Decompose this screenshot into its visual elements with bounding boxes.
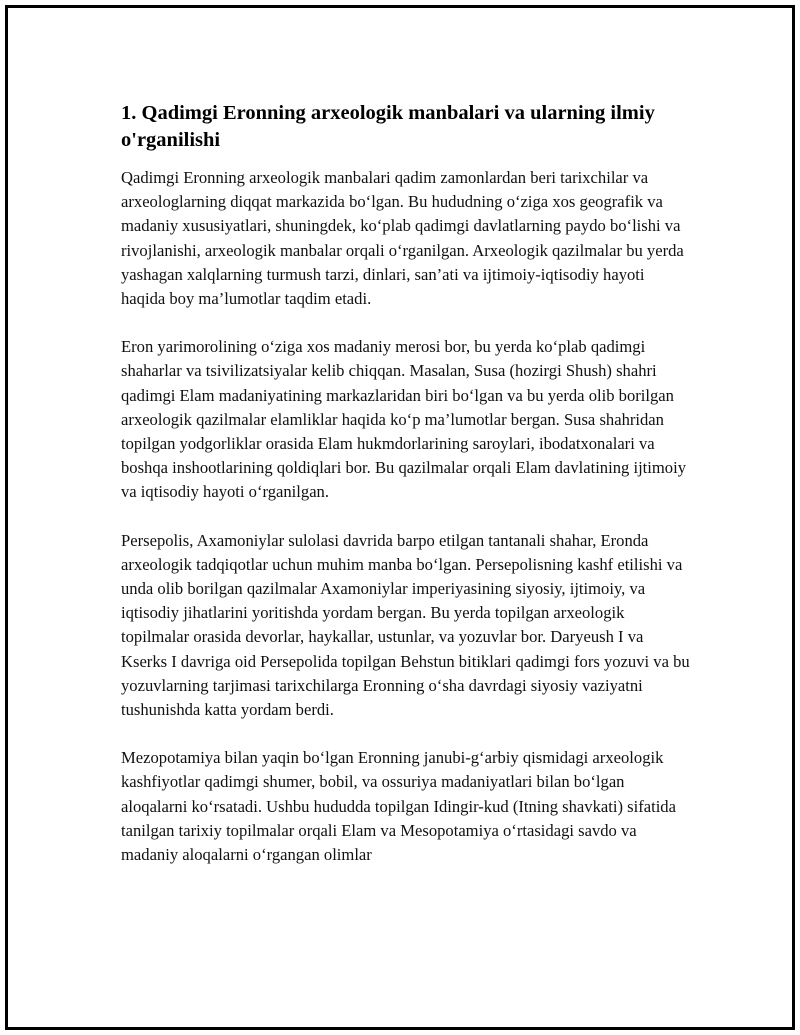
document-body xyxy=(121,100,691,891)
paragraph-3: Persepolis, Axamoniylar sulolasi davrida barpo etilgan tantanali shahar, Eronda arxeologik tadqiqotlar uchun muhim manba bo‘lgan. Persepolisning kashf etilishi va unda olib borilgan qazilmalar Axamoniylar imperiyasining siyosiy, ijtimoiy, va iqtisodiy jihatlarini yoritishda yordam bergan. Bu yerda topilgan arxeologik topilmalar orasida devorlar, haykallar, ustunlar, va yozuvlar bor. Daryeush I va Kserks I davriga oid Persepolida topilgan Behstun bitiklari qadimgi fors yozuvi va bu yozuvlarning tarjimasi tarixchilarga Eronning o‘sha davrdagi siyosiy vaziyatni tushunishda katta yordam berdi. xyxy=(121,530,690,720)
paragraph-4: Mezopotamiya bilan yaqin bo‘lgan Eronning janubi-g‘arbiy qismidagi arxeologik kashfiyotlar qadimgi shumer, bobil, va ossuriya madaniyatlari bilan bo‘lgan aloqalarni ko‘rsatadi. Ushbu hududda topilgan Idingir-kud (Itning shavkati) sifatida tanilgan tarixiy topilmalar orqali Elam va Mesopotamiya o‘rtasidagi savdo va madaniy aloqalarni o‘rgangan olimlar xyxy=(121,748,676,865)
page-frame xyxy=(5,5,795,1030)
paragraph-1: Qadimgi Eronning arxeologik manbalari qadim zamonlardan beri tarixchilar va arxeologlarning diqqat markazida bo‘lgan. Bu hududning o‘ziga xos geografik va madaniy xususiyatlari, shuningdek, ko‘plab qadimgi davlatlarning paydo bo‘lishi va rivojlanishi, arxeologik manbalar orqali o‘rganilgan. Arxeologik qazilmalar bu yerda yashagan xalqlarning turmush tarzi, dinlari, san’ati va ijtimoiy-iqtisodiy hayoti haqida boy ma’lumotlar taqdim etadi. xyxy=(121,168,684,309)
section-heading: 1. Qadimgi Eronning arxeologik manbalari va ularning ilmiy o'rganilishi xyxy=(121,102,655,151)
paragraph-2: Eron yarimorolining o‘ziga xos madaniy merosi bor, bu yerda ko‘plab qadimgi shaharlar va tsivilizatsiyalar kelib chiqqan. Masalan, Susa (hozirgi Shush) shahri qadimgi Elam madaniyatining markazlaridan biri bo‘lgan va bu yerda olib borilgan arxeologik qazilmalar elamliklar haqida ko‘p ma’lumotlar bergan. Susa shahridan topilgan yodgorliklar orasida Elam hukmdorlarining saroylari, ibodatxonalari va boshqa inshootlarining qoldiqlari bor. Bu qazilmalar orqali Elam davlatining ijtimoiy va iqtisodiy hayoti o‘rganilgan. xyxy=(121,337,687,502)
